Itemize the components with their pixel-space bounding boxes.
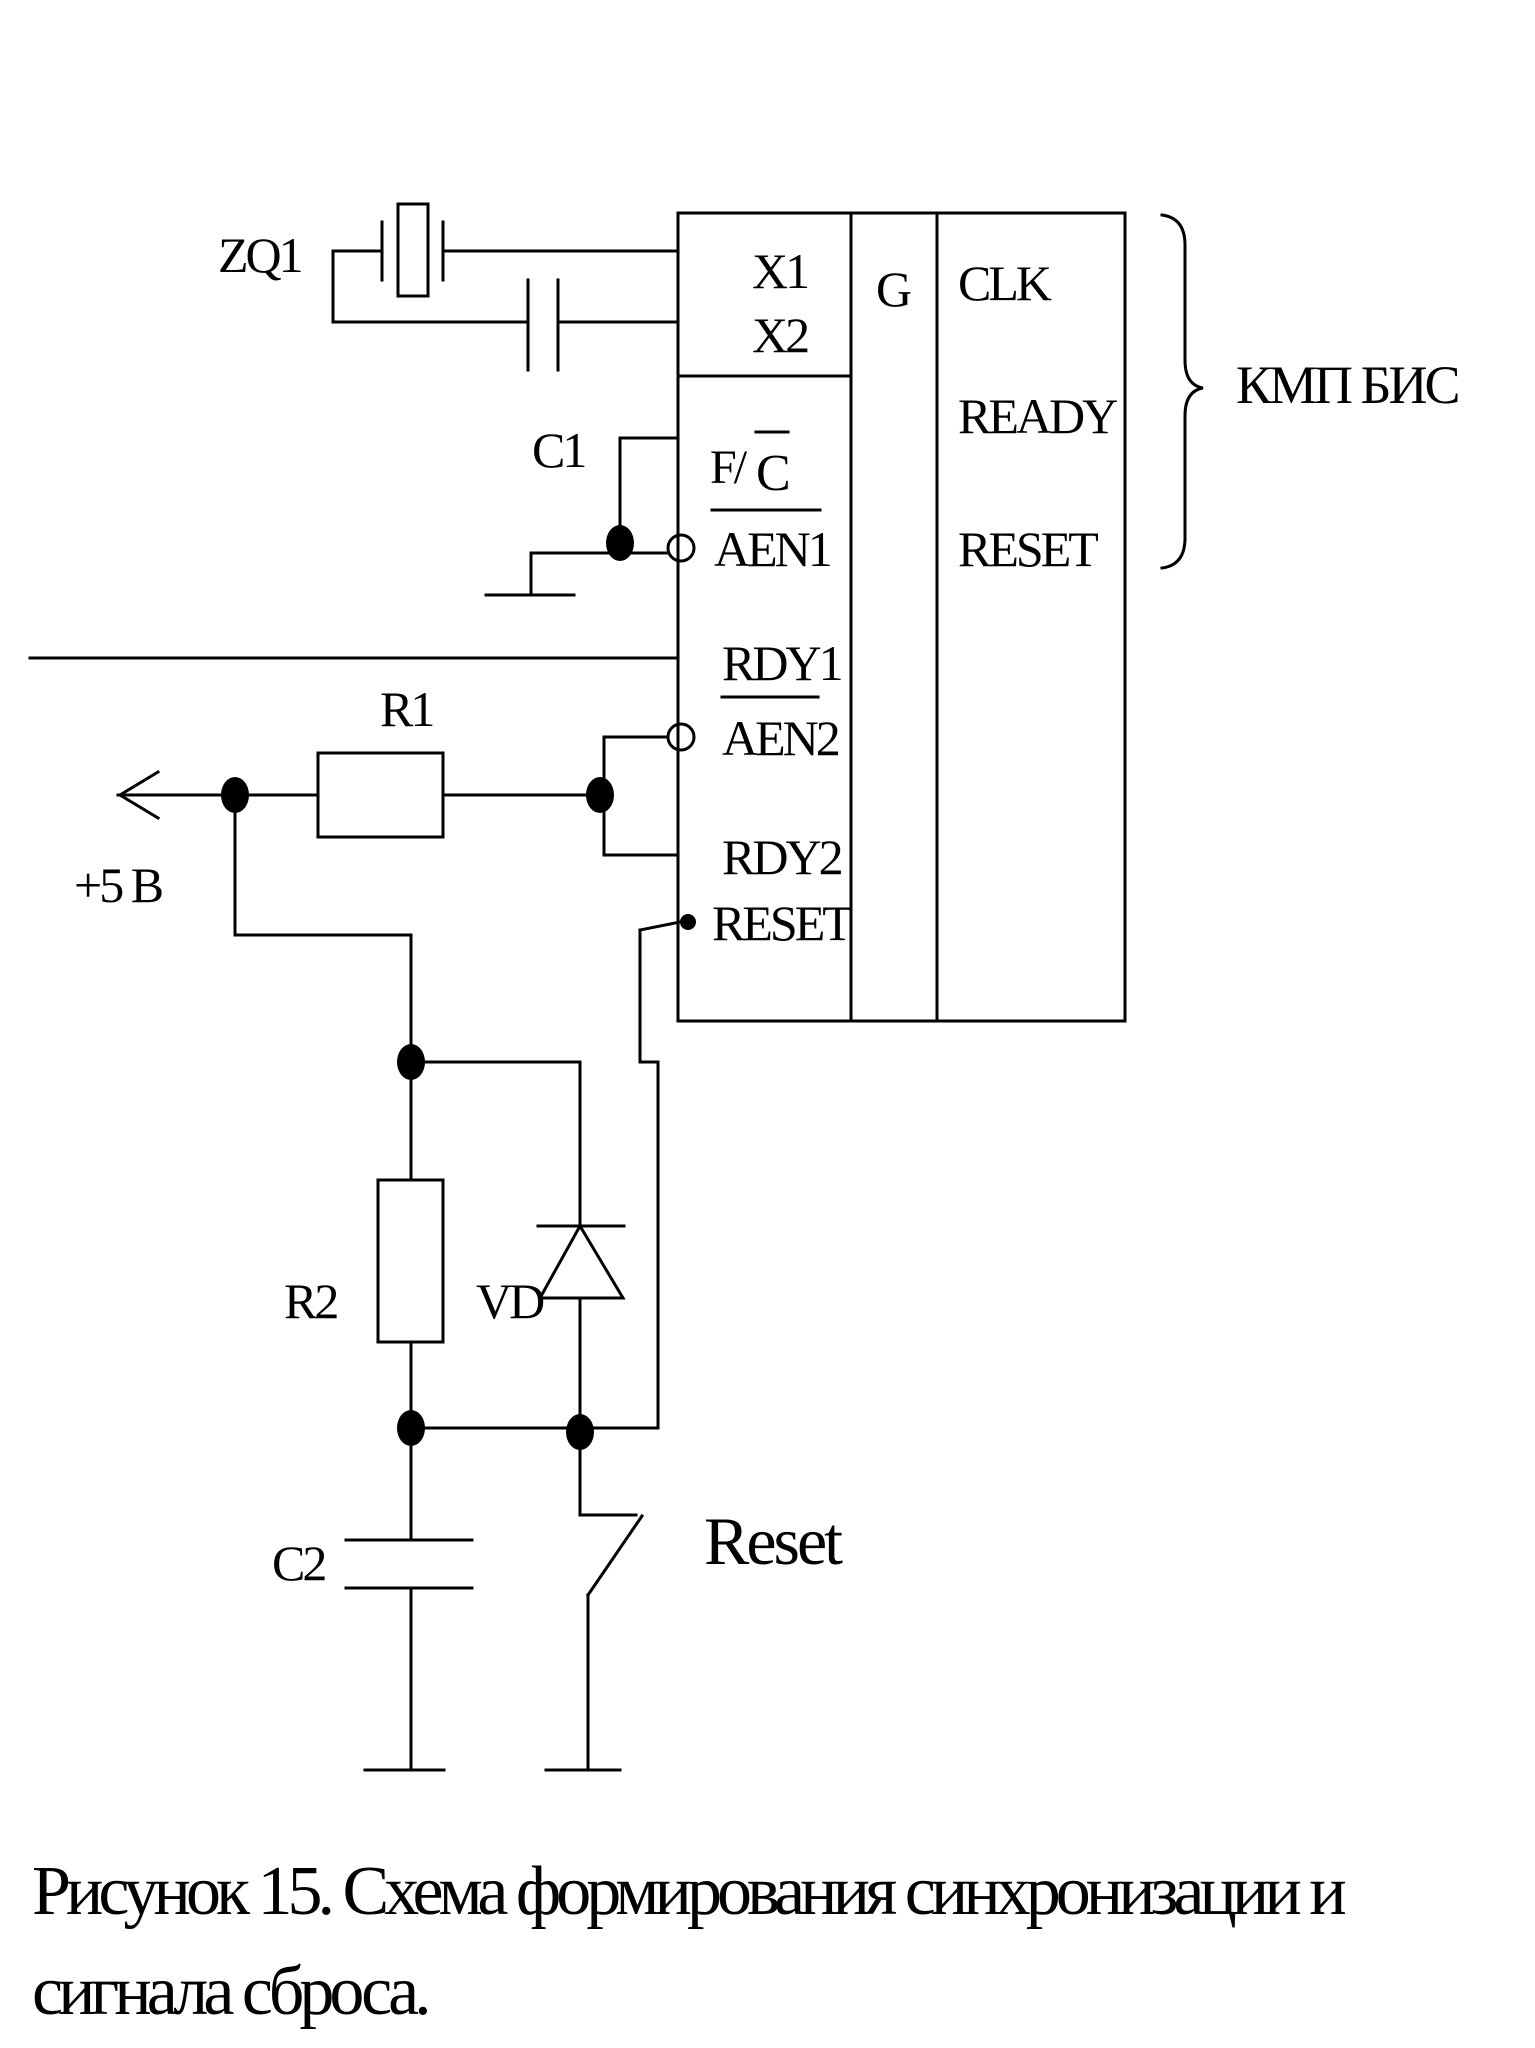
pin-fc-label: F/ <box>710 441 745 494</box>
vd-label: VD <box>476 1273 543 1329</box>
zq1-label: ZQ1 <box>218 227 301 283</box>
pin-rdy1-label: RDY1 <box>722 635 841 691</box>
pin-aen2-label: AEN2 <box>722 710 838 766</box>
chip-group-label: КМП БИС <box>1236 355 1458 415</box>
r1-label: R1 <box>380 681 433 737</box>
capacitor-x2 <box>528 280 678 370</box>
r1-network <box>118 724 694 1062</box>
figure-caption <box>32 1842 1492 2042</box>
c1-label: C1 <box>532 422 585 478</box>
chip-g-label: G <box>876 261 910 317</box>
curly-brace <box>1162 215 1203 568</box>
caption-line-1: Рисунок 15. Схема формирования синхронизации и <box>32 1853 1342 1930</box>
reset-rc-network <box>346 1044 658 1770</box>
plus5v-label: +5 В <box>74 857 162 913</box>
fc-aen1-ground-net <box>486 438 694 595</box>
r2-label: R2 <box>284 1273 337 1329</box>
pin-ready-label: READY <box>958 388 1116 444</box>
caption-line-2: сигнала сброса. <box>32 1953 427 2030</box>
pin-x2-label: X2 <box>752 307 808 363</box>
reset-input-wire <box>640 914 696 1428</box>
crystal-zq1 <box>333 204 678 322</box>
pin-clk-label: CLK <box>958 255 1049 311</box>
pin-c-bar-label: C <box>756 445 788 502</box>
pin-x1-label: X1 <box>752 243 808 299</box>
pin-reset-in-label: RESET <box>712 895 850 951</box>
pin-aen1-label: AEN1 <box>714 521 830 577</box>
c2-label: C2 <box>272 1535 325 1591</box>
pin-reset-out-label: RESET <box>958 521 1096 577</box>
reset-button-label: Reset <box>704 1503 841 1579</box>
pin-rdy2-label: RDY2 <box>722 829 841 885</box>
